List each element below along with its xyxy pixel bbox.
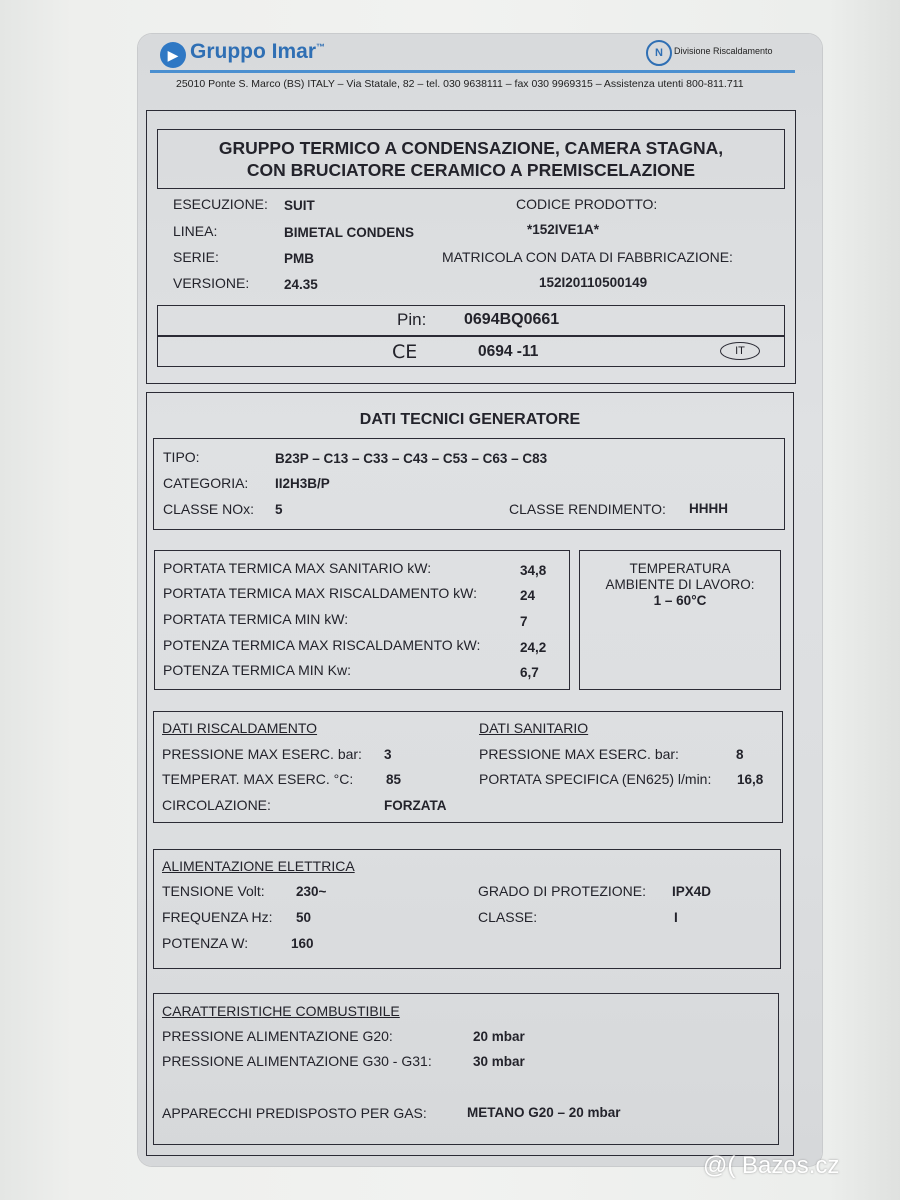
- power-row-label: PORTATA TERMICA MAX SANITARIO kW:: [163, 560, 432, 576]
- gruppo-imar-logo-icon: ▶: [160, 42, 186, 68]
- fuel-heading: CARATTERISTICHE COMBUSTIBILE: [162, 1003, 400, 1019]
- pin-label: Pin:: [397, 310, 427, 329]
- g30-pressure-value: 30 mbar: [473, 1054, 525, 1069]
- division-logo-icon: N: [646, 40, 672, 66]
- power-row-label: POTENZA TERMICA MAX RISCALDAMENTO kW:: [163, 637, 481, 653]
- rendimento-label: CLASSE RENDIMENTO:: [509, 501, 666, 517]
- g30-pressure-label: PRESSIONE ALIMENTAZIONE G30 - G31:: [162, 1053, 432, 1069]
- matricola-value: 152I20110500149: [539, 275, 648, 290]
- ambient-temp-box: [579, 550, 781, 690]
- technical-heading: DATI TECNICI GENERATORE: [359, 411, 581, 428]
- categoria-label: CATEGORIA:: [163, 475, 249, 491]
- protection-value: IPX4D: [672, 884, 712, 899]
- circulation-label: CIRCOLAZIONE:: [162, 797, 271, 813]
- power-row-label: PORTATA TERMICA MIN kW:: [163, 611, 349, 627]
- pin-divider: [158, 335, 784, 337]
- voltage-value: 230~: [296, 884, 327, 899]
- electric-box: [153, 849, 781, 969]
- power-row-value: 24,2: [520, 640, 547, 655]
- rendimento-value: HHHH: [689, 501, 728, 516]
- product-title-line1: GRUPPO TERMICO A CONDENSAZIONE, CAMERA STAGNA,: [218, 138, 724, 158]
- country-badge: IT: [720, 342, 760, 360]
- type-box: [153, 438, 785, 530]
- bazos-watermark: @( Bazos.cz: [703, 1152, 840, 1179]
- power-row-value: 34,8: [520, 563, 547, 578]
- division-name: Divisione Riscaldamento: [674, 46, 773, 56]
- serie-value: PMB: [284, 251, 314, 266]
- power-row-value: 7: [520, 614, 528, 629]
- frequency-value: 50: [296, 910, 312, 925]
- pin-value: 0694BQ0661: [464, 311, 560, 328]
- nox-value: 5: [275, 502, 283, 517]
- linea-value: BIMETAL CONDENS: [284, 225, 415, 240]
- sanitary-pressure-value: 8: [736, 747, 744, 762]
- ce-code: 0694 -11: [478, 343, 539, 360]
- product-title-line2: CON BRUCIATORE CERAMICO A PREMISCELAZIONE: [246, 160, 696, 180]
- power-label: POTENZA W:: [162, 935, 249, 951]
- gas-type-value: METANO G20 – 20 mbar: [467, 1105, 621, 1120]
- company-address: 25010 Ponte S. Marco (BS) ITALY – Via Statale, 82 – tel. 030 9638111 – fax 030 9969315 – Assistenza utenti 800-811.711: [176, 78, 744, 90]
- sanitary-flow-value: 16,8: [737, 772, 764, 787]
- technical-data-section: [146, 392, 794, 1156]
- heating-temp-label: TEMPERAT. MAX ESERC. °C:: [162, 771, 354, 787]
- codice-value: *152IVE1A*: [527, 222, 600, 237]
- protection-label: GRADO DI PROTEZIONE:: [478, 883, 647, 899]
- class-value: I: [674, 910, 678, 925]
- heating-sanitary-box: [153, 711, 783, 823]
- product-title-box: [157, 129, 785, 189]
- codice-label: CODICE PRODOTTO:: [516, 196, 658, 212]
- nox-label: CLASSE NOx:: [163, 501, 255, 517]
- matricola-label: MATRICOLA CON DATA DI FABBRICAZIONE:: [442, 249, 733, 265]
- ambient-label-line2: AMBIENTE DI LAVORO:: [605, 577, 755, 592]
- power-row-label: POTENZA TERMICA MIN Kw:: [163, 662, 351, 678]
- g20-pressure-value: 20 mbar: [473, 1029, 525, 1044]
- ambient-value: 1 – 60°C: [653, 593, 707, 608]
- tipo-value: B23P – C13 – C33 – C43 – C53 – C63 – C83: [275, 451, 548, 466]
- circulation-value: FORZATA: [384, 798, 447, 813]
- power-row-value: 24: [520, 588, 536, 603]
- power-row-label: PORTATA TERMICA MAX RISCALDAMENTO kW:: [163, 585, 478, 601]
- sanitary-flow-label: PORTATA SPECIFICA (EN625) l/min:: [479, 771, 712, 787]
- tipo-label: TIPO:: [163, 449, 200, 465]
- power-row-value: 6,7: [520, 665, 539, 680]
- ce-mark-icon: CE: [392, 341, 418, 363]
- categoria-value: II2H3B/P: [275, 476, 330, 491]
- gas-type-label: APPARECCHI PREDISPOSTO PER GAS:: [162, 1105, 427, 1121]
- pin-ce-box: [157, 305, 785, 367]
- esecuzione-label: ESECUZIONE:: [173, 196, 268, 212]
- electric-heading: ALIMENTAZIONE ELETTRICA: [162, 858, 355, 874]
- power-box: [154, 550, 570, 690]
- heating-pressure-label: PRESSIONE MAX ESERC. bar:: [162, 746, 362, 762]
- linea-label: LINEA:: [173, 223, 218, 239]
- frequency-label: FREQUENZA Hz:: [162, 909, 273, 925]
- brand-name: Gruppo Imar™: [190, 40, 326, 63]
- versione-value: 24.35: [284, 277, 318, 292]
- versione-label: VERSIONE:: [173, 275, 250, 291]
- header-divider: [150, 70, 795, 73]
- serie-label: SERIE:: [173, 249, 219, 265]
- sanitary-pressure-label: PRESSIONE MAX ESERC. bar:: [479, 746, 679, 762]
- class-label: CLASSE:: [478, 909, 538, 925]
- sanitary-heading: DATI SANITARIO: [479, 720, 589, 736]
- fuel-box: [153, 993, 779, 1145]
- heating-temp-value: 85: [386, 772, 402, 787]
- g20-pressure-label: PRESSIONE ALIMENTAZIONE G20:: [162, 1028, 393, 1044]
- esecuzione-value: SUIT: [284, 198, 315, 213]
- ambient-label-line1: TEMPERATURA: [629, 561, 731, 576]
- heating-pressure-value: 3: [384, 747, 392, 762]
- heating-heading: DATI RISCALDAMENTO: [162, 720, 318, 736]
- voltage-label: TENSIONE Volt:: [162, 883, 265, 899]
- power-value: 160: [291, 936, 314, 951]
- identity-section: [146, 110, 796, 384]
